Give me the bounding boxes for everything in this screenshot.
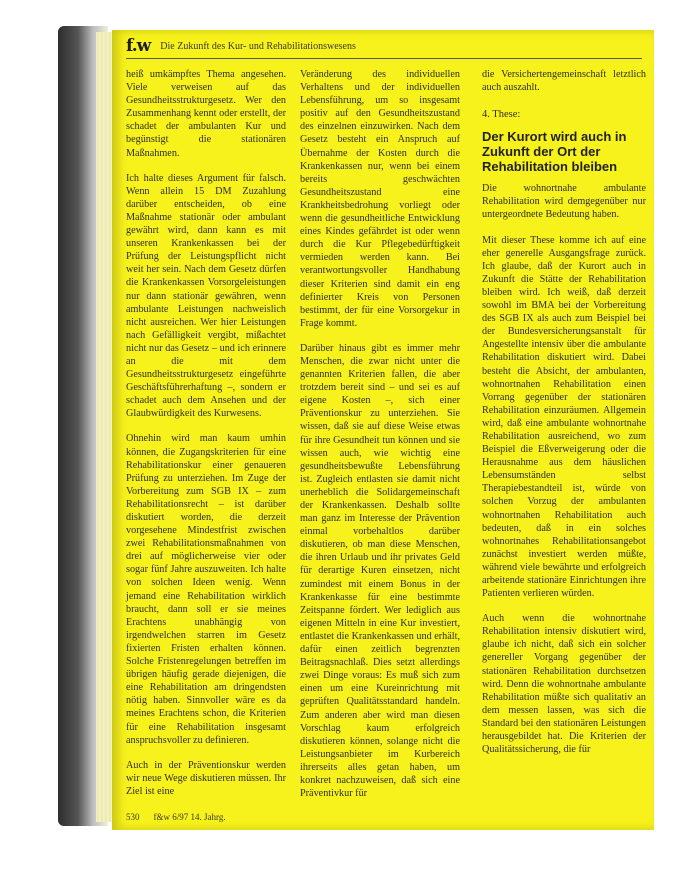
paragraph: Auch wenn die wohnortnahe Rehabilitation intensiv diskutiert wird, glaube ich nicht, daß sich ein solcher genereller Vorgang gegenüber der stationären Rehabilitation durchsetzen wird. Denn die wohnortnahe ambulante Rehabilitation müßte sich qualitativ an dem messen lassen, was sich die Standard bei den stationären Leistungen herausgebildet hat. Die Kriterien der Qualitätssicherung, die für [482,613,646,756]
thesis-heading: Der Kurort wird auch in Zukunft der Ort der Rehabilitation bleiben [482,129,627,175]
running-title: Die Zukunft des Kur- und Rehabilitationswesens [160,40,356,52]
paragraph: Veränderung des individuellen Verhaltens und der individuellen Lebensführung, um so insgesamt positiv auf den Gesundheitszustand des einzelnen einzuwirken. Nach dem Gesetz besteht ein Anspruch auf Übernahme der Kosten durch die Krankenkassen nur, wenn bei einem bereits geschwächten Gesundheitszustand eine Krankheitsbedrohung vorliegt oder wenn die gesundheitliche Entwicklung eines Kindes gefährdet ist oder wenn durch die Kur Pflegebedürftigkeit vermieden werden kann. Bei verantwortungsvoller Handhabung dieser Kriterien sind damit ein eng definierter Kreis von Personen bestimmt, der für eine Vorsorgekur in Frage kommt. [300,69,460,329]
paragraph: heiß umkämpftes Thema angesehen. Viele verweisen auf das Gesundheitsstrukturgesetz. Wer den Zusammenhang kennt oder erstellt, der schadet der ambulanten Kur und begünstigt die stationären Maßnahmen. [126,69,286,159]
page-footer [126,812,226,822]
paragraph: Die wohnortnahe ambulante Rehabilitation wird demgegenüber nur untergeordnete Bedeutung haben. [482,183,646,221]
thesis-label: 4. These: [482,109,521,121]
journal-logo: f.w [126,36,151,56]
paragraph: Ohnehin wird man kaum umhin können, die Zugangskriterien für eine Rehabilitationskur einer genaueren Prüfung zu unterziehen. Im Zuge der Vorbereitung zum SGB IX – zum Rehabilitationsrecht – ist darüber diskutiert worden, die derzeit vorgesehene Mindestfrist zwischen zwei Rehabilitationsmaßnahmen von drei auf möglicherweise vier oder sogar fünf Jahre auszuweiten. Ich halte von solchen Ideen wenig. Wenn jemand eine Rehabilitation wirklich braucht, dann soll er sie meines Erachtens unabhängig von irgendwelchen starren im Gesetz fixierten Fristen erhalten können. Solche Fristenregelungen betreffen im übrigen häufig gerade diejenigen, die eine Rehabilitation am dringendsten nötig haben. Sinnvoller wäre es da meines Erachtens schon, die Kriterien für eine Rehabilitation insgesamt anspruchsvoller zu definieren. [126,433,286,746]
text-column-2 [300,68,460,812]
paragraph: Ich halte dieses Argument für falsch. Wenn allein 15 DM Zuzahlung darüber entscheiden, ob eine Maßnahme stationär oder ambulant gewährt wird, dann kann es mit unseren Krankenkassen bei der Prüfung der Leistungspflicht nicht weit her sein. Nach dem Gesetz dürfen die Krankenkassen Vorsorgeleistungen nur dann stationär gewähren, wenn ambulante Leistungen nachweislich nicht ausreichen. Wer hier Leistungen nach Gefälligkeit vergibt, mißachtet nicht nur das Gesetz – und ich erinnere an die mit dem Gesundheitsstrukturgesetz eingeführte Geschäftsführerhaftung –, sondern er schadet auch dem Ansehen und der Glaubwürdigkeit des Kurwesens. [126,172,286,420]
paragraph: die Versichertengemeinschaft letztlich auch auszahlt. [482,69,646,94]
journal-issue: f&w 6/97 14. Jahrg. [153,812,226,822]
page-number: 530 [126,812,140,822]
document-page [112,30,654,830]
paragraph: Darüber hinaus gibt es immer mehr Menschen, die zwar nicht unter die genannten Kriterien fallen, die aber trotzdem bereit sind – und sei es auf eigene Kosten –, sich einer Präventionskur zu unterziehen. Sie wissen, daß sie auf diese Weise etwas für ihre Gesundheit tun können und sie wissen auch, wie wichtig eine gesundheitsbewußte Lebensführung ist. Zugleich entlasten sie damit nicht unerheblich die Solidargemeinschaft der Krankenkassen. Deshalb sollte man ganz im Interesse der Prävention einmal vorbehaltlos darüber diskutieren, ob man diese Menschen, die ihren Urlaub und ihr privates Geld für derartige Kuren einsetzen, nicht zumindest mit einem Bonus in der Krankenkasse für eine bestimmte Zeitspanne fördert. Wer lediglich aus eigenen Mitteln in eine Kur investiert, entlastet die Krankenkassen und erhält, dafür einen zeitlich begrenzten Beitragsnachlaß. Dies setzt allerdings zwei Dinge voraus: Es muß sich zum einen um eine Kureinrichtung mit geprüften Qualitätsstandard handeln. Zum anderen aber wird man diesen Vorschlag kaum erfolgreich diskutieren können, solange nicht die Leistungsanbieter im Kurbereich ihrerseits alles getan haben, um konkret nachzuweisen, daß sich eine Präventivkur für [300,342,460,800]
text-column-3 [482,68,646,768]
text-column-1 [126,68,286,810]
header-rule [126,58,642,59]
page-header [126,36,642,56]
paragraph: Auch in der Präventionskur werden wir neue Wege diskutieren müssen. Ihr Ziel ist eine [126,759,286,797]
paragraph: Mit dieser These komme ich auf eine eher generelle Ausgangsfrage zurück. Ich glaube, daß der Kurort auch in Zukunft die Stätte der Rehabilitation bleiben wird. Ich weiß, daß derzeit sowohl im BMA bei der Vorbereitung des SGB IX als auch zum Beispiel bei der Bundesversicherungsanstalt für Angestellte intensiv über die ambulante Rehabilitation diskutiert wird. Dabei besteht die Absicht, der ambulanten, wohnortnahen Rehabilitation einen Vorrang gegenüber der stationären Rehabilitation einzuräumen. Allgemein wird, daß eine ambulante wohnortnahe Rehabilitation ausreichend, wo zum Beispiel die Eßverweigerung oder die Herausnahme aus dem häuslichen Lebensumständen selbst Therapiebestandteil ist, würde von solchen Vorzug der ambulanten wohnortnahen Rehabilitation auch bedeuten, daß in ein solches wohnortnahes Rehabilitationsangebot zunächst investiert werden müßte, während viele bewährte und erfolgreich arbeitende stationäre Einrichtungen ihre Patienten verlieren würden. [482,234,646,600]
